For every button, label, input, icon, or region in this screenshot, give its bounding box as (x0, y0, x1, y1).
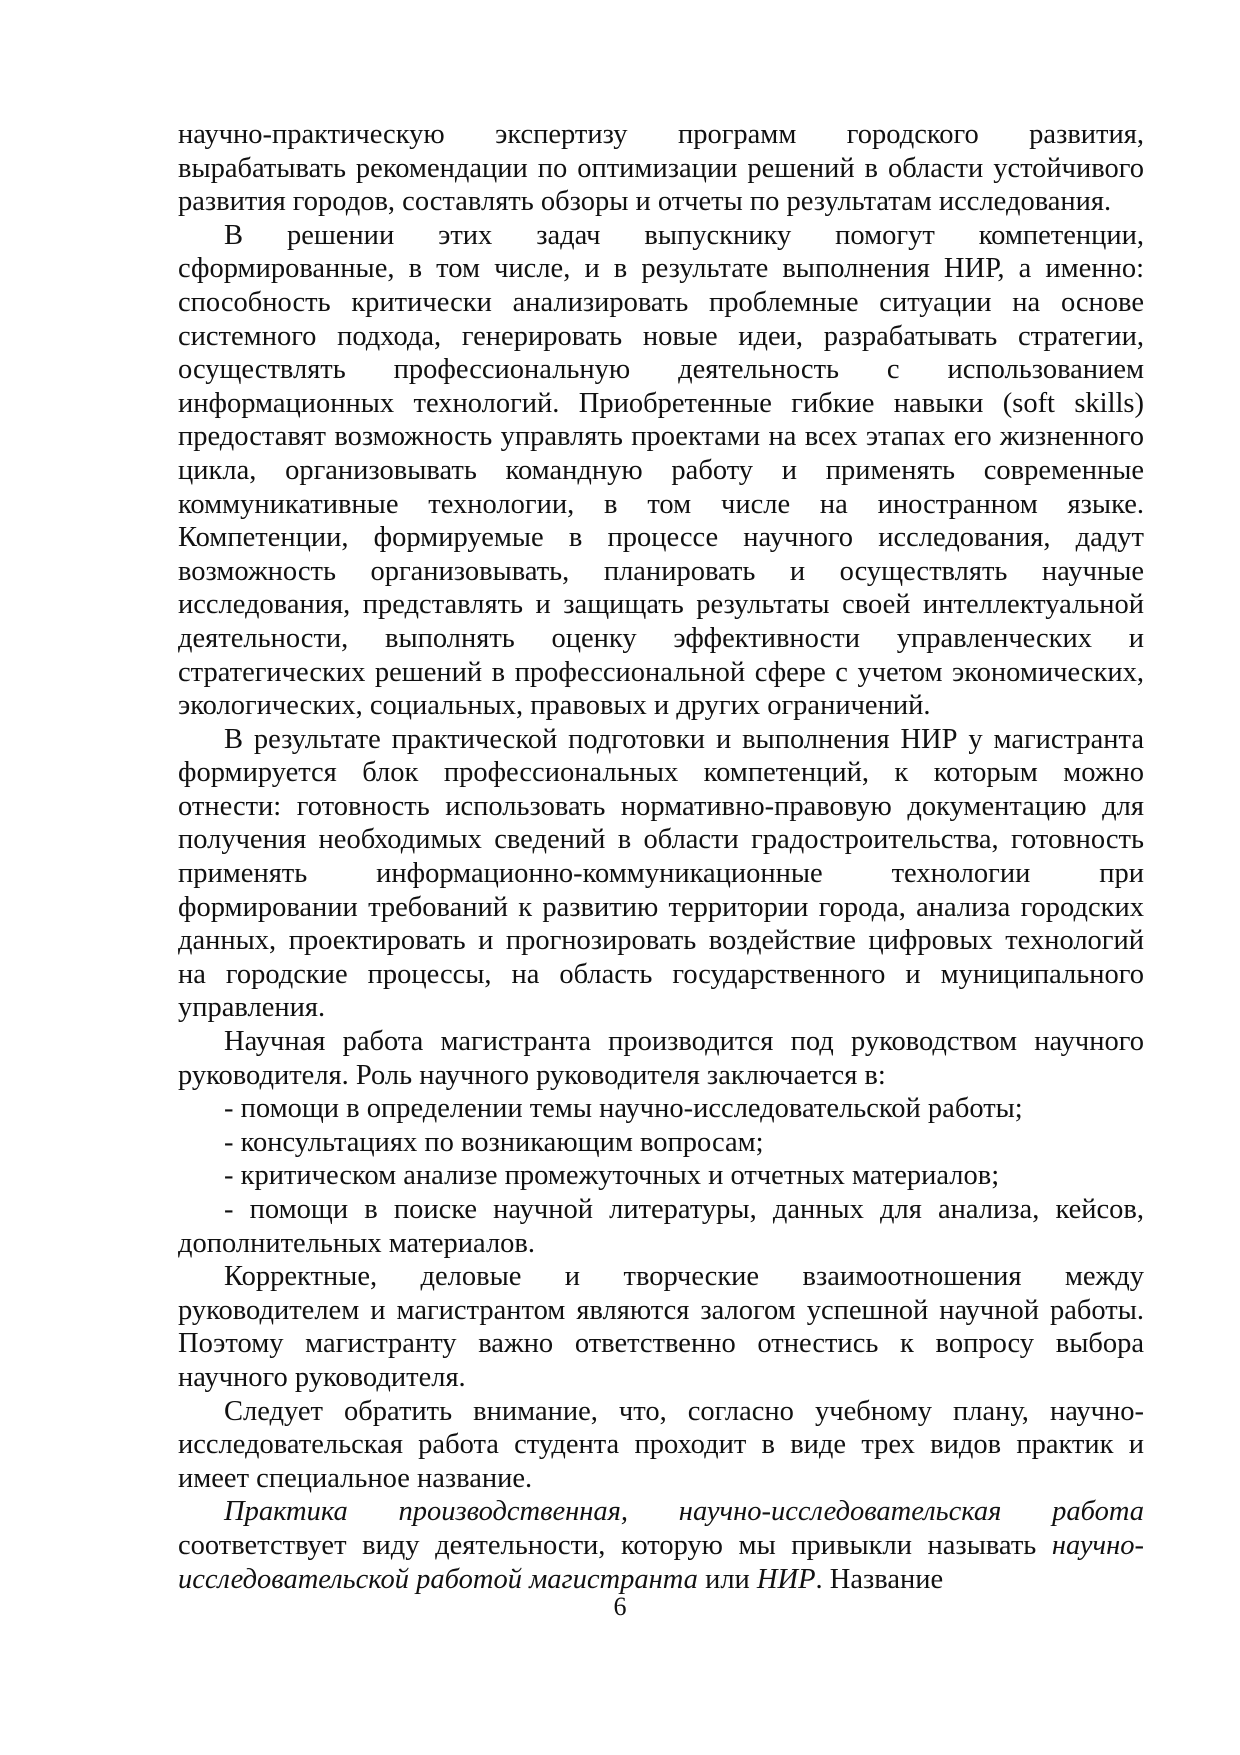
text-segment: . Название (815, 1563, 944, 1595)
list-item: - помощи в определении темы научно-исследовательской работы; (224, 1093, 1023, 1125)
paragraph-continuation: научно-практическую экспертизу программ городского развития, вырабатывать рекомендации по оптимизации решений в области устойчивого развития городов, составлять обзоры и отчеты по результатам исследования. (178, 119, 1144, 218)
paragraph-competencies: В решении этих задач выпускнику помогут компетенции, сформированные, в том числе, и в результате выполнения НИР, а именно: способность критически анализировать проблемные ситуации на основе системного подхода, генерировать новые идеи, разрабатывать стратегии, осуществлять профессиональную деятельность с использованием информационных технологий. Приобретенные гибкие навыки (soft skills) предоставят возможность управлять проектами на всех этапах его жизненного цикла, организовывать командную работу и применять современные коммуникативные технологии, в том числе на иностранном языке. Компетенции, формируемые в процессе научного исследования, дадут возможность организовывать, планировать и осуществлять научные исследования, представлять и защищать результаты своей интеллектуальной деятельности, выполнять оценку эффективности управленческих и стратегических решений в профессиональной сфере с учетом экономических, экологических, социальных, правовых и других ограничений. (178, 219, 1144, 722)
italic-term-research-work: научно-исследовательской работой магистранта (178, 1529, 1144, 1595)
list-item: - помощи в поиске научной литературы, данных для анализа, кейсов, дополнительных материалов. (178, 1194, 1144, 1259)
text-segment: или (697, 1563, 757, 1595)
paragraph-relationships: Корректные, деловые и творческие взаимоотношения между руководителем и магистрантом являются залогом успешной научной работы. Поэтому магистранту важно ответственно отнестись к вопросу выбора научного руководителя. (178, 1261, 1144, 1393)
paragraph-practice-definition (178, 1495, 1144, 1596)
text-segment: соответствует виду деятельности, которую мы привыкли называть (178, 1529, 1052, 1561)
paragraph-professional-competencies: В результате практической подготовки и выполнения НИР у магистранта формируется блок профессиональных компетенций, к которым можно отнести: готовность использовать нормативно-правовую документацию для получения необходимых сведений в области градостроительства, готовность применять информационно-коммуникационные технологии при формировании требований к развитию территории города, анализа городских данных, проектировать и прогнозировать воздействие цифровых технологий на городские процессы, на область государственного и муниципального управления. (178, 723, 1144, 1024)
paragraph-curriculum: Следует обратить внимание, что, согласно учебному плану, научно-исследовательская работа студента проходит в виде трех видов практик и имеет специальное название. (178, 1395, 1144, 1494)
list-item: - консультациях по возникающим вопросам; (224, 1126, 764, 1158)
page-number: 6 (613, 1592, 627, 1621)
paragraph-supervisor: Научная работа магистранта производится под руководством научного руководителя. Роль научного руководителя заключается в: (178, 1026, 1144, 1091)
italic-term-practice: Практика производственная, научно-исследовательская работа (224, 1496, 1144, 1528)
body-text (178, 118, 1144, 1596)
italic-term-nir: НИР (756, 1563, 816, 1595)
list-item: - критическом анализе промежуточных и отчетных материалов; (224, 1160, 1000, 1192)
